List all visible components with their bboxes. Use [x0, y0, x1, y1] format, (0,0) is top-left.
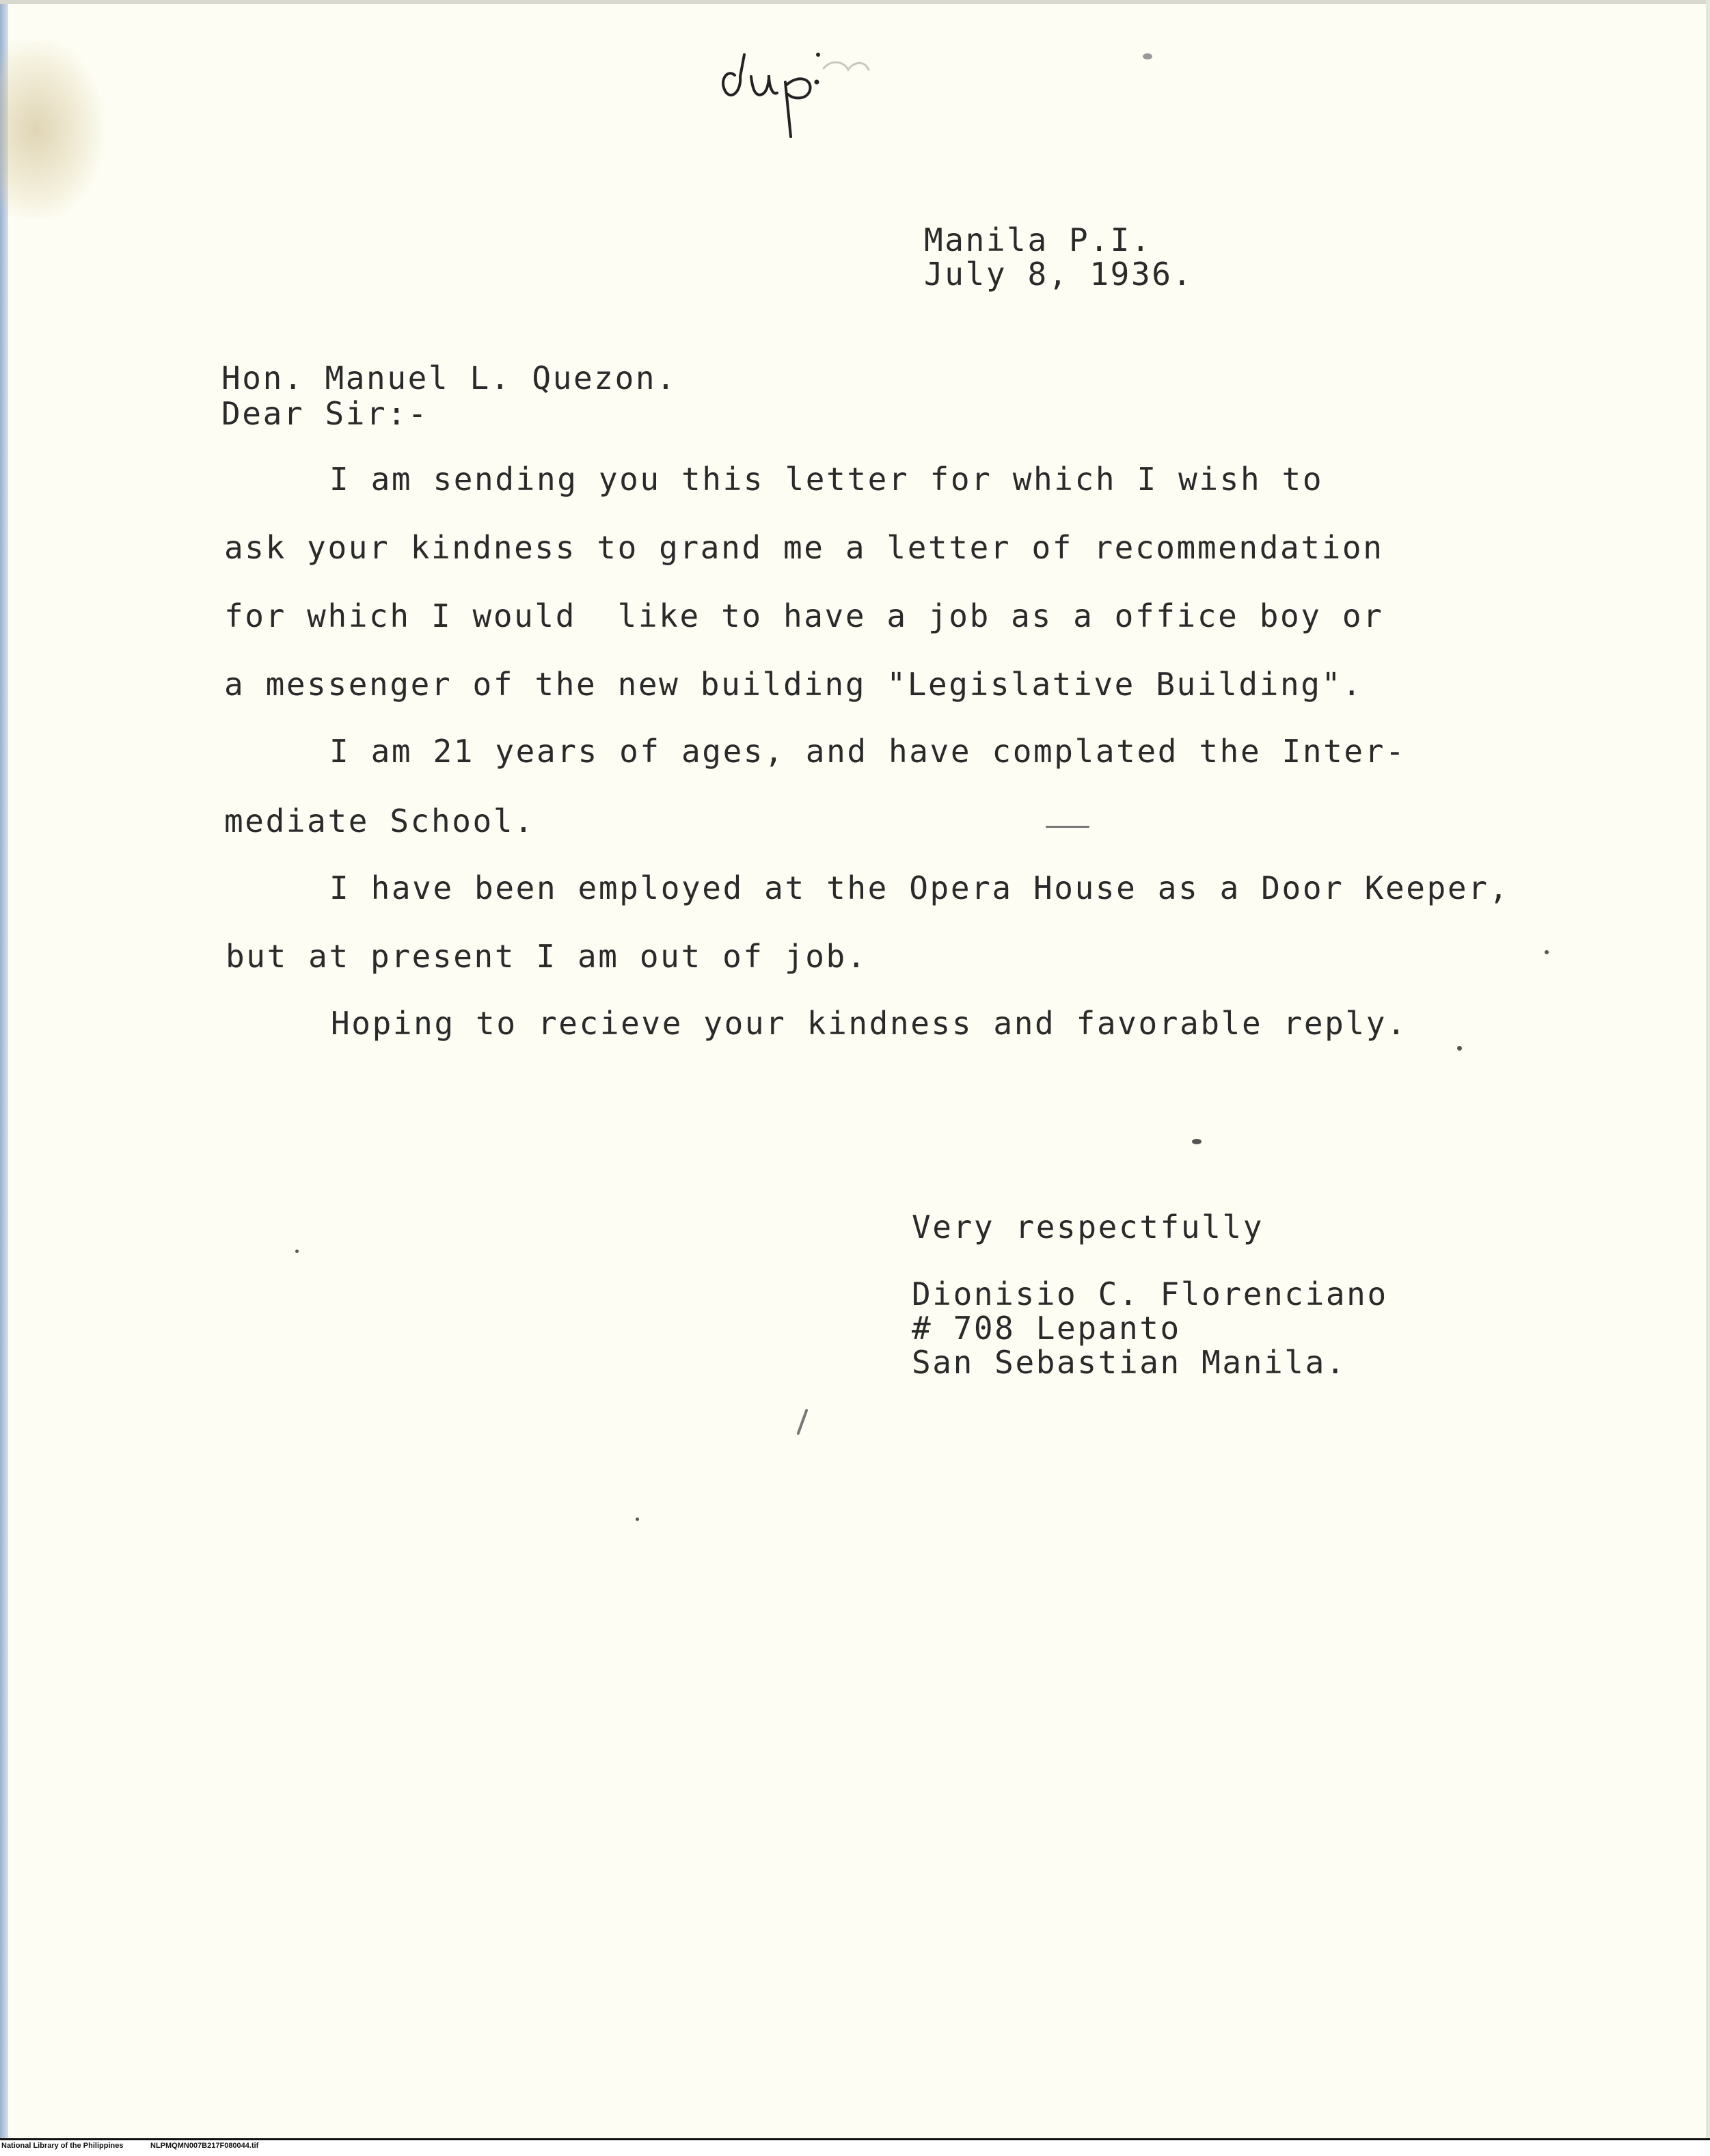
paper-mark [1046, 826, 1089, 828]
letter-date: July 8, 1936. [924, 256, 1193, 293]
sender-address-line2: San Sebastian Manila. [912, 1344, 1347, 1381]
footer-file-id: NLPMQMN007B217F080044.tif [150, 2142, 259, 2150]
body-line: Hoping to recieve your kindness and favorable reply. [331, 1005, 1408, 1042]
paper-top-edge [0, 0, 1710, 4]
sender-address-line1: # 708 Lepanto [912, 1310, 1181, 1347]
paper-mark [796, 1409, 808, 1436]
paper-speck [295, 1250, 299, 1253]
letter-place: Manila P.I. [924, 221, 1152, 258]
signature-name: Dionisio C. Florenciano [912, 1276, 1388, 1312]
body-line: a messenger of the new building "Legislative Building". [224, 666, 1363, 703]
paper-speck [636, 1518, 639, 1521]
paper-right-edge [1706, 0, 1710, 2156]
paper-left-edge [0, 0, 8, 2156]
letter-salutation: Dear Sir:- [221, 395, 429, 432]
body-line: for which I would like to have a job as a office boy or [224, 597, 1384, 634]
letter-closing: Very respectfully [912, 1209, 1264, 1245]
handwritten-dup-note [714, 34, 892, 150]
footer-institution: National Library of the Philippines [1, 2142, 124, 2150]
paper-speck [1457, 1046, 1462, 1051]
letter-addressee: Hon. Manuel L. Quezon. [221, 360, 677, 396]
paper-speck [1192, 1139, 1202, 1144]
body-line: I am 21 years of ages, and have complated the Inter- [329, 733, 1407, 770]
paper-speck [1143, 53, 1152, 59]
body-line: but at present I am out of job. [226, 938, 868, 975]
body-line: I am sending you this letter for which I wish to [329, 461, 1324, 498]
body-line: I have been employed at the Opera House as a Door Keeper, [329, 870, 1510, 906]
body-line: mediate School. [224, 803, 535, 839]
paper-stain [0, 41, 103, 219]
paper-speck [1545, 950, 1549, 954]
body-line: ask your kindness to grand me a letter of recommendation [224, 529, 1384, 566]
